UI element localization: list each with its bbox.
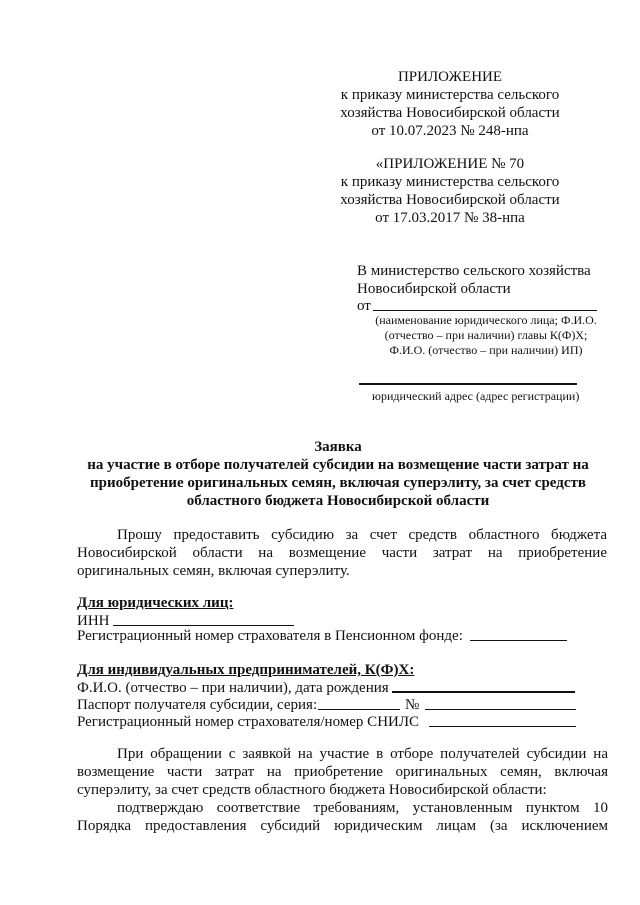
document-subtitle-line: областного бюджета Новосибирской области [186,493,490,509]
request-text: оригинальных семян, включая суперэлиту. [77,563,350,579]
individual-heading: Для индивидуальных предпринимателей, К(Ф)Х: [77,662,415,678]
address-hint: юридический адрес (адрес регистрации) [372,389,580,403]
passport-label: Паспорт получателя субсидии, серия: [77,697,318,713]
number-sign: № [405,697,420,713]
fio-label: Ф.И.О. (отчество – при наличии), дата рождения [77,680,389,696]
appendix-line: хозяйства Новосибирской области [340,105,560,121]
pension-field[interactable] [470,640,567,641]
from-field[interactable] [373,310,597,311]
appendix-line: к приказу министерства сельского [340,87,560,103]
confirm-text: Порядка предоставления субсидий юридическим лицам (за исключением [77,818,608,834]
pension-label: Регистрационный номер страхователя в Пенсионном фонде: [77,628,463,644]
passport-number-field[interactable] [425,709,576,710]
inn-label: ИНН [77,613,110,629]
addressee-line: В министерство сельского хозяйства [357,263,591,279]
document-subtitle-line: приобретение оригинальных семян, включая суперэлиту, за счет средств [90,475,586,491]
appendix-line: хозяйства Новосибирской области [340,192,560,208]
request-text: Прошу предоставить субсидию за счет средств областного бюджета [117,527,607,543]
field-hint: (отчество – при наличии) главы К(Ф)Х; [384,328,588,342]
appendix-title: ПРИЛОЖЕНИЕ [397,69,503,85]
fio-field[interactable] [392,691,575,693]
closing-text: суперэлиту, за счет средств областного бюджета Новосибирской области: [77,782,547,798]
document-subtitle-line: на участие в отборе получателей субсидии на возмещение части затрат на [87,457,589,473]
appendix-line: от 17.03.2017 № 38-нпа [375,210,525,226]
appendix-title: «ПРИЛОЖЕНИЕ № 70 [375,156,525,172]
appendix-line: от 10.07.2023 № 248-нпа [371,123,529,139]
snils-field[interactable] [429,726,576,727]
passport-series-field[interactable] [318,709,400,710]
appendix-line: к приказу министерства сельского [340,174,560,190]
field-hint: Ф.И.О. (отчество – при наличии) ИП) [389,343,583,357]
legal-heading: Для юридических лиц: [77,595,234,611]
closing-text: При обращении с заявкой на участие в отборе получателей субсидии на [117,746,608,762]
inn-field[interactable] [113,625,294,626]
snils-label: Регистрационный номер страхователя/номер СНИЛС [77,714,420,730]
request-text: Новосибирской области на возмещение части затрат на приобретение [77,545,607,561]
confirm-text: подтверждаю соответствие требованиям, установленным пунктом 10 [117,800,608,816]
from-label: от [357,298,371,314]
addressee-line: Новосибирской области [357,281,511,297]
document-title: Заявка [314,439,362,455]
address-field[interactable] [359,383,577,385]
closing-text: возмещение части затрат на приобретение оригинальных семян, включая [77,764,608,780]
field-hint: (наименование юридического лица; Ф.И.О. [375,313,597,327]
